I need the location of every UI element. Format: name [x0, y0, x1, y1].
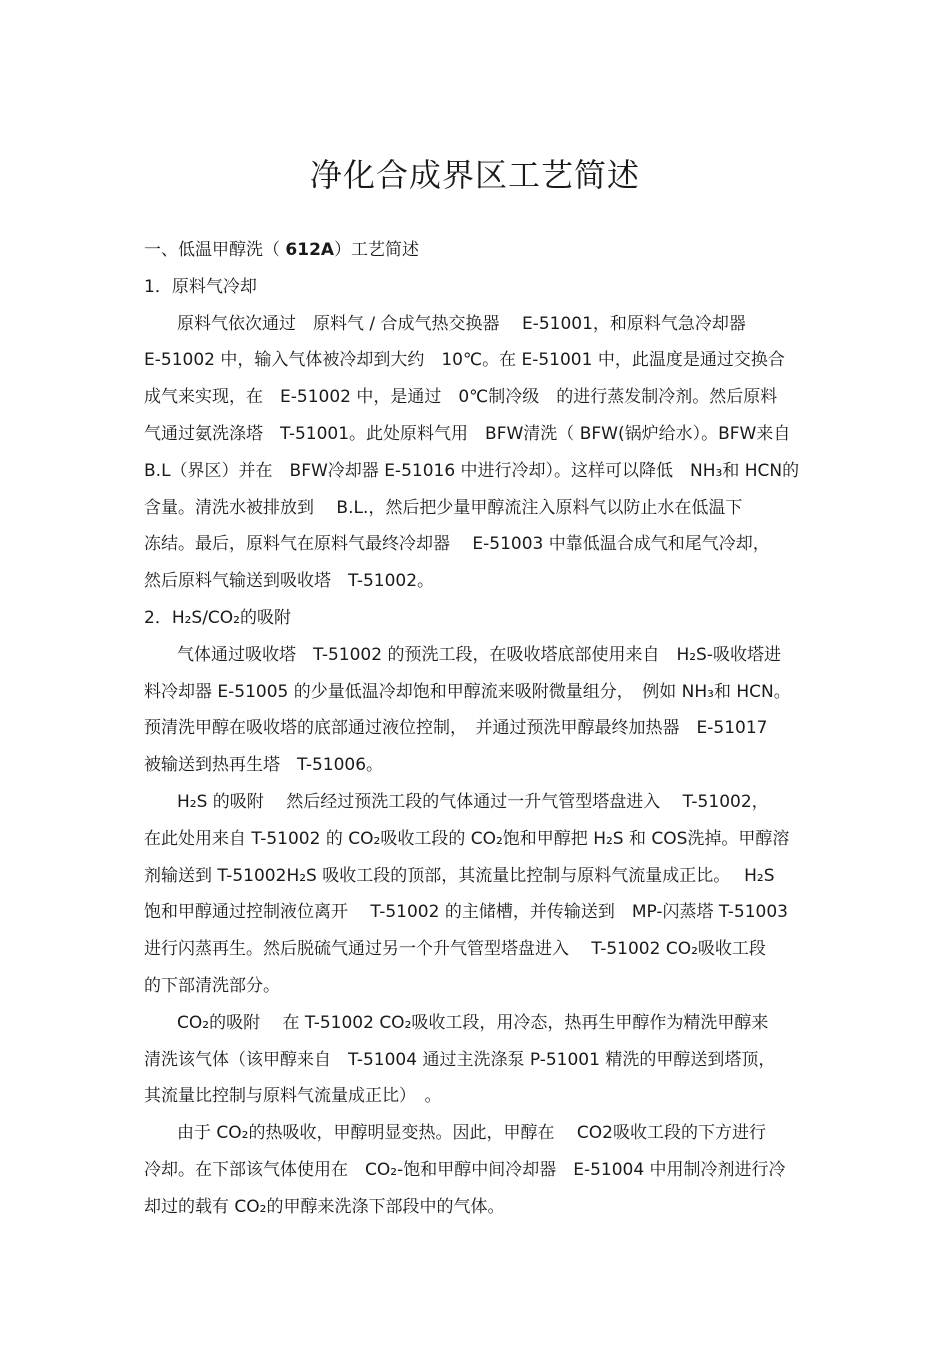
- paragraph-line: CO₂的吸附 在 T-51002 CO₂吸收工段，用冷态，热再生甲醇作为精洗甲醇来: [177, 1012, 769, 1033]
- paragraph-line: 由于 CO₂的热吸收，甲醇明显变热。因此，甲醇在 CO2吸收工段的下方进行: [177, 1123, 766, 1144]
- paragraph-line: 预清洗甲醇在吸收塔的底部通过液位控制， 并通过预洗甲醇最终加热器 E-51017: [144, 718, 768, 739]
- subheading-h2s-co2-absorption: 2．H₂S/CO₂的吸附: [144, 607, 291, 628]
- paragraph-line: 然后原料气输送到吸收塔 T-51002。: [144, 571, 435, 592]
- paragraph-line: H₂S 的吸附 然后经过预洗工段的气体通过一升气管型塔盘进入 T-51002，: [177, 791, 769, 812]
- paragraph-line: 冻结。最后，原料气在原料气最终冷却器 E-51003 中靠低温合成气和尾气冷却，: [144, 534, 770, 555]
- paragraph-line: 的下部清洗部分。: [144, 975, 280, 996]
- paragraph-line: 气体通过吸收塔 T-51002 的预洗工段，在吸收塔底部使用来自 H₂S-吸收塔进: [177, 644, 781, 665]
- paragraph-line: 却过的载有 CO₂的甲醇来洗涤下部段中的气体。: [144, 1196, 505, 1217]
- paragraph-line: 饱和甲醇通过控制液位离开 T-51002 的主储槽，并传输送到 MP-闪蒸塔 T-51003: [144, 902, 788, 923]
- section-heading-1: [144, 232, 812, 269]
- paragraph-line: 冷却。在下部该气体使用在 CO₂-饱和甲醇中间冷却器 E-51004 中用制冷剂进行冷: [144, 1159, 786, 1180]
- paragraph-line: 被输送到热再生塔 T-51006。: [144, 755, 384, 776]
- document-body: [144, 232, 812, 1226]
- paragraph-line: E-51002 中，输入气体被冷却到大约 10℃。在 E-51001 中，此温度是通过交换合: [144, 350, 785, 371]
- paragraph-line: 其流量比控制与原料气流量成正比） 。: [144, 1086, 442, 1107]
- document-title: 净化合成界区工艺简述: [309, 156, 640, 194]
- paragraph-line: 进行闪蒸再生。然后脱硫气通过另一个升气管型塔盘进入 T-51002 CO₂吸收工段: [144, 939, 766, 960]
- paragraph-line: B.L（界区）并在 BFW冷却器 E-51016 中进行冷却）。这样可以降低 NH₃和 HCN的: [144, 460, 800, 481]
- paragraph-line: 成气来实现，在 E-51002 中，是通过 0℃制冷级 的进行蒸发制冷剂。然后原料: [144, 387, 778, 408]
- paragraph-line: 原料气依次通过 原料气 / 合成气热交换器 E-51001，和原料气急冷却器: [177, 313, 746, 334]
- subheading-raw-gas-cooling: 1．原料气冷却: [144, 276, 257, 297]
- section-heading-prefix: 一、低温甲醇洗（: [144, 240, 286, 260]
- section-heading-suffix: ）工艺简述: [334, 240, 420, 260]
- section-heading-code: 612A: [285, 240, 335, 260]
- paragraph-line: 在此处用来自 T-51002 的 CO₂吸收工段的 CO₂饱和甲醇把 H₂S 和 COS洗掉。甲醇溶: [144, 828, 790, 849]
- paragraph-line: 料冷却器 E-51005 的少量低温冷却饱和甲醇流来吸附微量组分， 例如 NH₃和 HCN。: [144, 681, 791, 702]
- paragraph-line: 剂输送到 T-51002H₂S 吸收工段的顶部，其流量比控制与原料气流量成正比。 H₂S: [144, 865, 775, 886]
- paragraph-line: 含量。清洗水被排放到 B.L.，然后把少量甲醇流注入原料气以防止水在低温下: [144, 497, 743, 518]
- paragraph-line: 清洗该气体（该甲醇来自 T-51004 通过主洗涤泵 P-51001 精洗的甲醇送到塔顶，: [144, 1049, 776, 1070]
- paragraph-line: 气通过氨洗涤塔 T-51001。此处原料气用 BFW清洗（ BFW(锅炉给水）。BFW来自: [144, 423, 791, 444]
